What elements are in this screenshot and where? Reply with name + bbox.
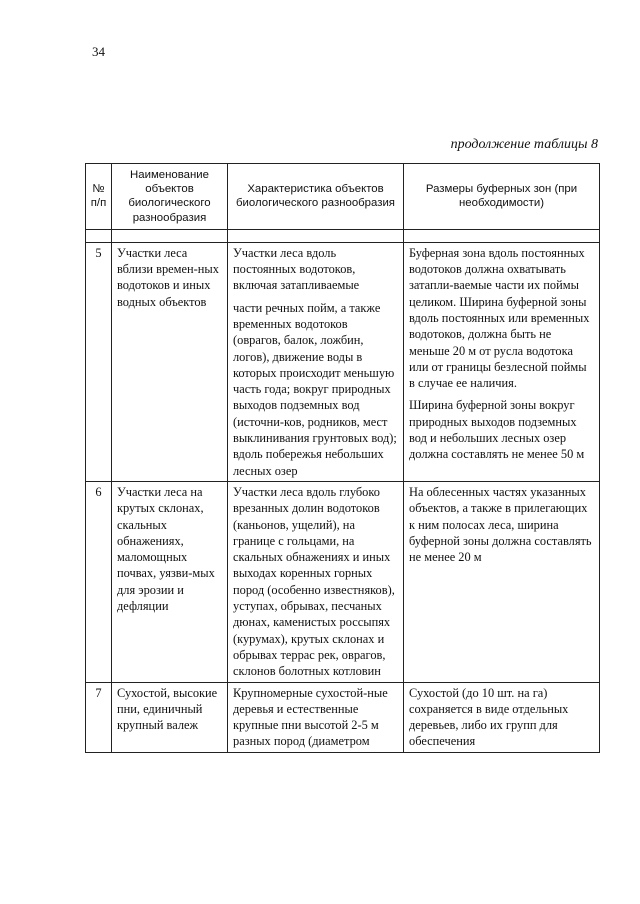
header-buffer-size: Размеры буферных зон (при необходимости) — [404, 164, 600, 230]
row-buffer-size — [404, 242, 600, 481]
row-characteristic: Участки леса вдоль глубоко врезанных долин водотоков (каньонов, ущелий), на границе с гольцами, на скальных обнажениях и иных выходах коренных горных пород (особенно известняков), уступах, обрывах, песчаных дюнах, каменистых россыпях (курумах), крутых склонах и обрывах террас рек, оврагов, склонов болотных котловин — [228, 481, 404, 682]
row-object-name: Участки леса вблизи времен-ных водотоков и иных водных объектов — [112, 242, 228, 481]
row-number: 5 — [86, 242, 112, 481]
row-characteristic: Крупномерные сухостой-ные деревья и естественные крупные пни высотой 2-5 м разных пород (диаметром — [228, 682, 404, 752]
biodiversity-table — [85, 163, 600, 753]
buffer-paragraph: Ширина буферной зоны вокруг природных выходов подземных вод и небольших лесных озер должна составлять не менее 50 м — [409, 398, 585, 462]
row-number: 7 — [86, 682, 112, 752]
table-spacer-row — [86, 229, 600, 242]
table-continuation-label: продолжение таблицы 8 — [450, 137, 598, 152]
buffer-paragraph: Буферная зона вдоль постоянных водотоков должна охватывать затапли-ваемые части их поймы целиком. Ширина буферной зоны вдоль постоянных или временных водотоков, должна быть не меньше 20 м от русла водотока или от границы безлесной поймы в случае ее наличия. — [409, 245, 590, 391]
header-number: № п/п — [86, 164, 112, 230]
header-characteristic: Характеристика объектов биологического разнообразия — [228, 164, 404, 230]
row-buffer-size: На облесенных частях указанных объектов, а также в прилегающих к ним полосах леса, ширина буферной зоны должна составлять не менее 20 м — [404, 481, 600, 682]
row-characteristic — [228, 242, 404, 481]
row-buffer-size: Сухостой (до 10 шт. на га) сохраняется в виде отдельных деревьев, либо их групп для обеспечения — [404, 682, 600, 752]
table-row — [86, 242, 600, 481]
row-number: 6 — [86, 481, 112, 682]
header-object-name: Наименование объектов биологического разнообразия — [112, 164, 228, 230]
page-number: 34 — [92, 44, 105, 59]
table-row — [86, 682, 600, 752]
table-row — [86, 481, 600, 682]
characteristic-paragraph: Участки леса вдоль постоянных водотоков, включая затапливаемые — [233, 245, 360, 293]
table-header-row — [86, 164, 600, 230]
row-object-name: Участки леса на крутых склонах, скальных обнажениях, маломощных почвах, уязви-мых для эрозии и дефляции — [112, 481, 228, 682]
row-object-name: Сухостой, высокие пни, единичный крупный валеж — [112, 682, 228, 752]
characteristic-paragraph: части речных пойм, а также временных водотоков (оврагов, балок, ложбин, логов), движение воды в которых происходит меньшую часть года; вокруг природных выходов подземных вод (источни-ков, родников, мест выклинивания грунтовых вод); вдоль побережья небольших лесных озер — [233, 300, 397, 478]
